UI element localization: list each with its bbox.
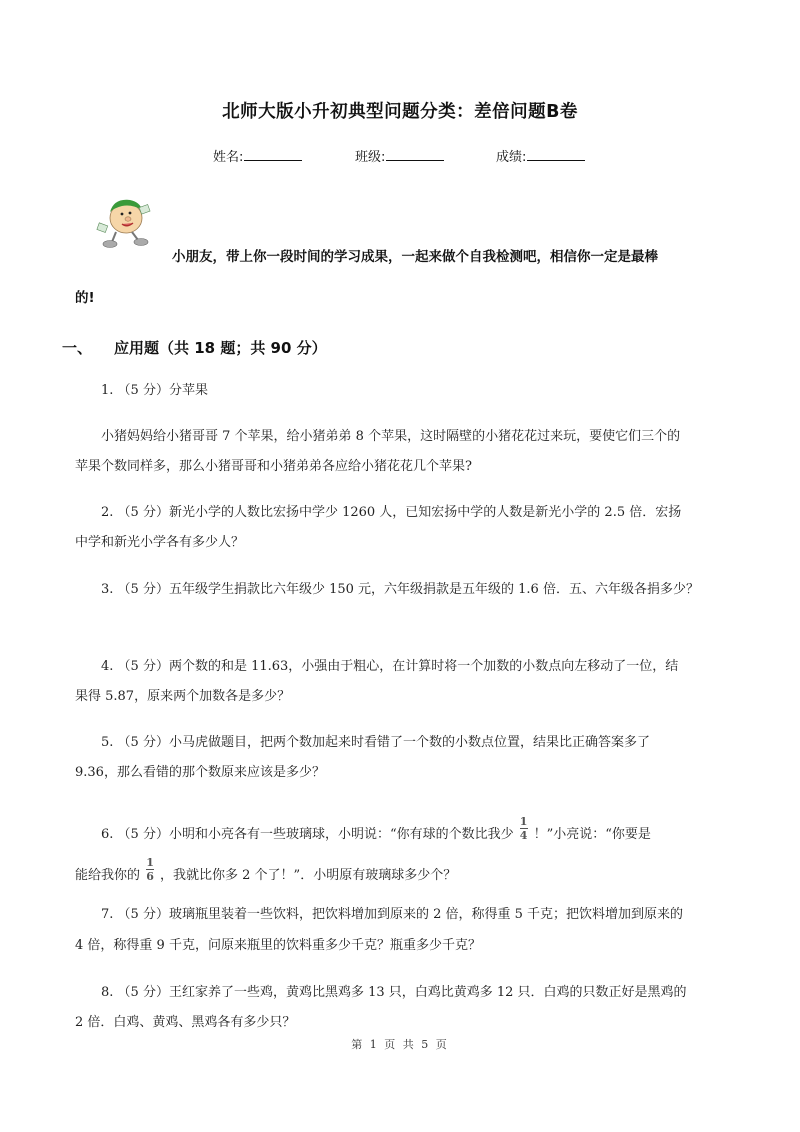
question-2-line-2: 中学和新光小学各有多少人？	[75, 535, 245, 550]
fraction-numerator: 1	[146, 856, 154, 869]
fraction-denominator: 6	[146, 870, 154, 883]
question-1-line-1: 小猪妈妈给小猪哥哥 7 个苹果，给小猪弟弟 8 个苹果，这时隔壁的小猪花花过来玩，要使它们三个的	[101, 429, 681, 444]
question-6-text-b: ！”小亮说：“你要是	[533, 827, 651, 842]
section-title: 应用题（共 18 题；共 90 分）	[114, 339, 327, 357]
intro-line-2: 的!	[75, 290, 95, 306]
cartoon-mascot-icon	[92, 190, 154, 250]
question-5-line-1: 5. （5 分）小马虎做题目，把两个数加起来时看错了一个数的小数点位置，结果比正确答案多了	[101, 735, 650, 750]
class-field	[355, 146, 444, 165]
question-4-line-2: 果得 5.87，原来两个加数各是多少？	[75, 689, 291, 704]
fraction-denominator: 4	[519, 829, 528, 842]
question-4-line-1: 4. （5 分）两个数的和是 11.63，小强由于粗心，在计算时将一个加数的小数点向左移动了一位，结	[101, 659, 679, 674]
section-number: 一、	[62, 339, 93, 357]
question-6-text-d: ，我就比你多 2 个了！”．小明原有玻璃球多少个？	[160, 868, 457, 883]
section-heading	[62, 337, 327, 358]
name-field	[213, 146, 302, 165]
question-7-line-1: 7. （5 分）玻璃瓶里装着一些饮料，把饮料增加到原来的 2 倍，称得重 5 千克；把饮料增加到原来的	[101, 907, 684, 922]
page-number: 第 1 页 共 5 页	[351, 1038, 449, 1051]
question-1-line-2: 苹果个数同样多，那么小猪哥哥和小猪弟弟各应给小猪花花几个苹果?	[75, 459, 472, 474]
question-1-head: 1. （5 分）分苹果	[101, 383, 208, 398]
question-6-line-2	[75, 856, 457, 888]
name-label: 姓名:	[213, 150, 244, 165]
question-6-text-c: 能给我你的	[75, 868, 141, 883]
fraction-numerator: 1	[519, 815, 528, 828]
question-7-line-2: 4 倍，称得重 9 千克，问原来瓶里的饮料重多少千克？瓶重多少千克？	[75, 938, 481, 953]
question-6-line-1	[101, 815, 651, 847]
question-5-line-2: 9.36，那么看错的那个数原来应该是多少？	[75, 765, 325, 780]
intro-line-1: 小朋友，带上你一段时间的学习成果，一起来做个自我检测吧，相信你一定是最棒	[172, 249, 658, 265]
question-8-line-2: 2 倍．白鸡、黄鸡、黑鸡各有多少只？	[75, 1015, 296, 1030]
score-blank	[527, 148, 585, 161]
fraction-one-sixth	[146, 857, 154, 882]
fraction-one-quarter	[520, 816, 528, 841]
score-label: 成绩:	[496, 150, 527, 165]
class-label: 班级:	[355, 150, 386, 165]
question-2-line-1: 2. （5 分）新光小学的人数比宏扬中学少 1260 人，已知宏扬中学的人数是新光小学的 2.5 倍．宏扬	[101, 505, 682, 520]
name-blank	[244, 148, 302, 161]
score-field	[496, 146, 585, 165]
class-blank	[386, 148, 444, 161]
document-title: 北师大版小升初典型问题分类：差倍问题B卷	[222, 102, 578, 122]
question-3-line-1: 3. （5 分）五年级学生捐款比六年级少 150 元，六年级捐款是五年级的 1.6 倍．五、六年级各捐多少？	[101, 582, 699, 597]
question-6-text-a: 6. （5 分）小明和小亮各有一些玻璃球，小明说：“你有球的个数比我少	[101, 827, 514, 842]
question-8-line-1: 8. （5 分）王红家养了一些鸡，黄鸡比黑鸡多 13 只，白鸡比黄鸡多 12 只．白鸡的只数正好是黑鸡的	[101, 985, 687, 1000]
